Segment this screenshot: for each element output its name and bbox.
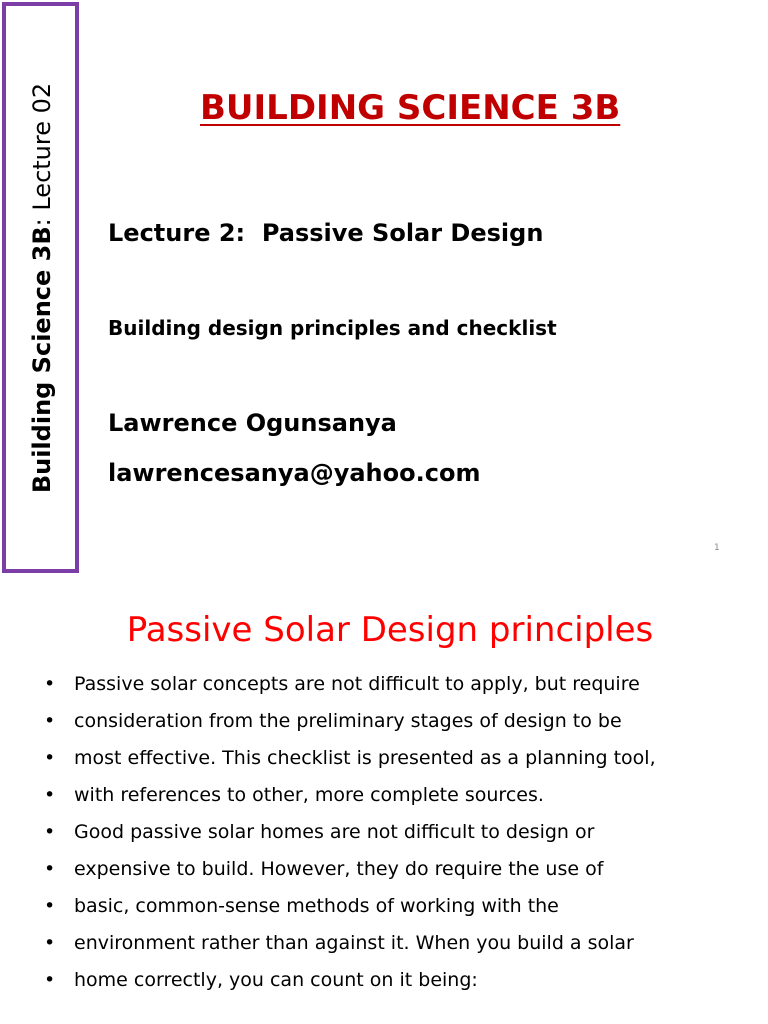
bullet-list bbox=[40, 670, 656, 1003]
bullet-icon: • bbox=[44, 784, 56, 806]
bullet-text: Passive solar concepts are not difficult to apply, but require bbox=[74, 673, 640, 695]
bullet-item bbox=[40, 855, 656, 892]
lecture-heading: Lecture 2: Passive Solar Design bbox=[108, 219, 544, 247]
bullet-item bbox=[40, 966, 656, 1003]
bullet-text: Good passive solar homes are not difficult to design or bbox=[74, 821, 595, 843]
side-label bbox=[30, 83, 54, 493]
bullet-item bbox=[40, 781, 656, 818]
bullet-icon: • bbox=[44, 858, 56, 880]
bullet-text: with references to other, more complete sources. bbox=[74, 784, 544, 806]
bullet-icon: • bbox=[44, 821, 56, 843]
bullet-text: expensive to build. However, they do require the use of bbox=[74, 858, 604, 880]
bullet-item bbox=[40, 818, 656, 855]
author-email: lawrencesanya@yahoo.com bbox=[108, 459, 481, 487]
lecture-subtitle: Building design principles and checklist bbox=[108, 316, 557, 340]
slide-title: BUILDING SCIENCE 3B bbox=[200, 88, 621, 128]
principles-slide bbox=[0, 584, 768, 1024]
side-label-course: Building Science 3B bbox=[28, 226, 56, 494]
bullet-icon: • bbox=[44, 932, 56, 954]
bullet-item bbox=[40, 670, 656, 707]
bullet-text: home correctly, you can count on it being: bbox=[74, 969, 478, 991]
bullet-icon: • bbox=[44, 895, 56, 917]
bullet-item bbox=[40, 929, 656, 966]
principles-title: Passive Solar Design principles bbox=[126, 610, 654, 650]
bullet-item bbox=[40, 707, 656, 744]
bullet-icon: • bbox=[44, 747, 56, 769]
author-name: Lawrence Ogunsanya bbox=[108, 409, 397, 437]
side-label-lecture: : Lecture 02 bbox=[28, 82, 56, 227]
bullet-text: most effective. This checklist is presented as a planning tool, bbox=[74, 747, 656, 769]
slide-number: 1 bbox=[714, 543, 720, 553]
bullet-text: consideration from the preliminary stages of design to be bbox=[74, 710, 622, 732]
bullet-icon: • bbox=[44, 969, 56, 991]
bullet-item bbox=[40, 744, 656, 781]
bullet-text: basic, common-sense methods of working with the bbox=[74, 895, 559, 917]
bullet-icon: • bbox=[44, 673, 56, 695]
bullet-icon: • bbox=[44, 710, 56, 732]
bullet-text: environment rather than against it. When you build a solar bbox=[74, 932, 634, 954]
bullet-item bbox=[40, 892, 656, 929]
